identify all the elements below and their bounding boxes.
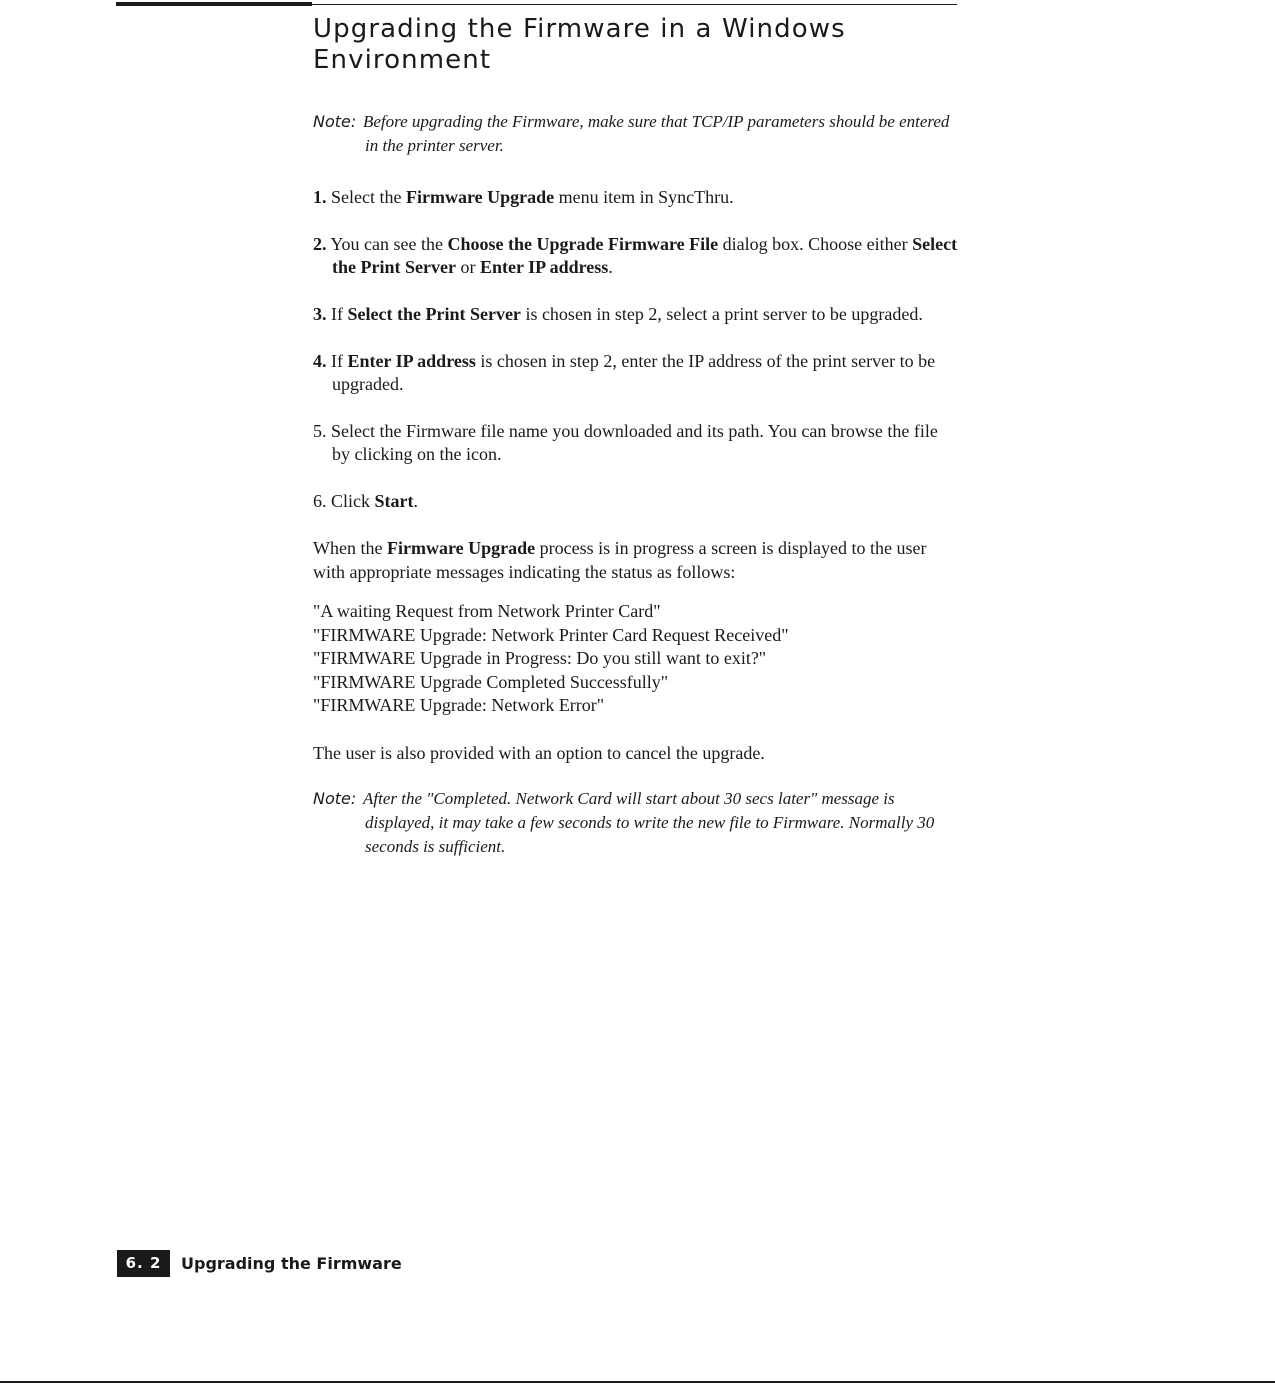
step-term: Select the Print Server xyxy=(332,234,958,277)
step-text: If xyxy=(331,351,348,371)
header-rule-thin xyxy=(312,4,957,5)
page-content xyxy=(313,14,958,859)
step-text: You can see the xyxy=(330,234,448,254)
chapter-page-badge: 6. 2 xyxy=(117,1250,170,1277)
steps-list xyxy=(313,186,958,513)
step-2 xyxy=(313,233,958,279)
step-text: dialog box. Choose either xyxy=(718,234,913,254)
step-term: Firmware Upgrade xyxy=(405,187,555,207)
step-3 xyxy=(313,303,958,326)
progress-paragraph xyxy=(313,537,958,584)
status-message: "FIRMWARE Upgrade Completed Successfully" xyxy=(313,671,669,692)
status-message: "FIRMWARE Upgrade: Network Printer Card Request Received" xyxy=(313,624,789,645)
status-messages-list xyxy=(313,600,958,718)
header-rule-thick xyxy=(116,2,312,6)
step-number: 1. xyxy=(313,187,327,207)
status-message: "FIRMWARE Upgrade: Network Error" xyxy=(313,695,605,715)
paragraph-text: When the xyxy=(313,538,387,558)
step-text: menu item in SyncThru. xyxy=(554,187,734,207)
step-term: Enter IP address xyxy=(347,351,476,371)
footer-rule xyxy=(0,1381,1275,1383)
note-text: After the "Completed. Network Card will start about 30 secs later" message is displayed, it may take a few seconds to write the new file to Firmware. Normally 30 seconds is sufficient. xyxy=(363,789,935,856)
step-text: . xyxy=(608,257,613,277)
step-number: 6. xyxy=(313,491,327,511)
step-number: 3. xyxy=(313,304,327,324)
page-footer xyxy=(117,1250,402,1277)
step-text: is chosen in step 2, select a print server to be upgraded. xyxy=(520,304,923,324)
step-text: . xyxy=(413,491,418,511)
note-label: Note: xyxy=(313,789,357,808)
step-number: 2. xyxy=(313,234,327,254)
step-number: 4. xyxy=(313,351,327,371)
footer-chapter-title: Upgrading the Firmware xyxy=(181,1254,402,1273)
note-text: Before upgrading the Firmware, make sure that TCP/IP parameters should be entered in the printer server. xyxy=(363,112,950,155)
paragraph-term: Firmware Upgrade xyxy=(386,538,536,558)
step-1 xyxy=(313,186,958,209)
step-text: Select the Firmware file name you downloaded and its path. You can browse the file by clicking on the icon. xyxy=(331,421,938,464)
step-term: Choose the Upgrade Firmware File xyxy=(447,234,719,254)
status-message: "A waiting Request from Network Printer Card" xyxy=(313,601,661,621)
page-title xyxy=(313,14,958,76)
paragraph-text: process is in progress a screen is displayed to the user with appropriate messages indicating the status as follows: xyxy=(313,538,927,582)
step-text: Click xyxy=(331,491,375,511)
page-title-line-2: Environment xyxy=(313,45,492,75)
step-term: Enter IP address xyxy=(479,257,609,277)
step-text: or xyxy=(455,257,480,277)
step-6 xyxy=(313,490,958,513)
note-after-completion xyxy=(313,787,958,859)
status-message: "FIRMWARE Upgrade in Progress: Do you still want to exit?" xyxy=(313,648,767,668)
step-number: 5. xyxy=(313,421,327,441)
page-title-line-1: Upgrading the Firmware in a Windows xyxy=(313,14,846,44)
step-term: Select the Print Server xyxy=(347,304,521,324)
step-text: is chosen in step 2, enter the IP address of the print server to be upgraded. xyxy=(332,351,936,394)
step-4 xyxy=(313,350,958,396)
note-label: Note: xyxy=(313,112,357,131)
step-text: Select the xyxy=(331,187,406,207)
cancel-paragraph: The user is also provided with an option to cancel the upgrade. xyxy=(313,742,765,763)
step-text: If xyxy=(331,304,348,324)
note-before-upgrade xyxy=(313,110,958,158)
step-term: Start xyxy=(374,491,414,511)
step-5 xyxy=(313,420,958,466)
